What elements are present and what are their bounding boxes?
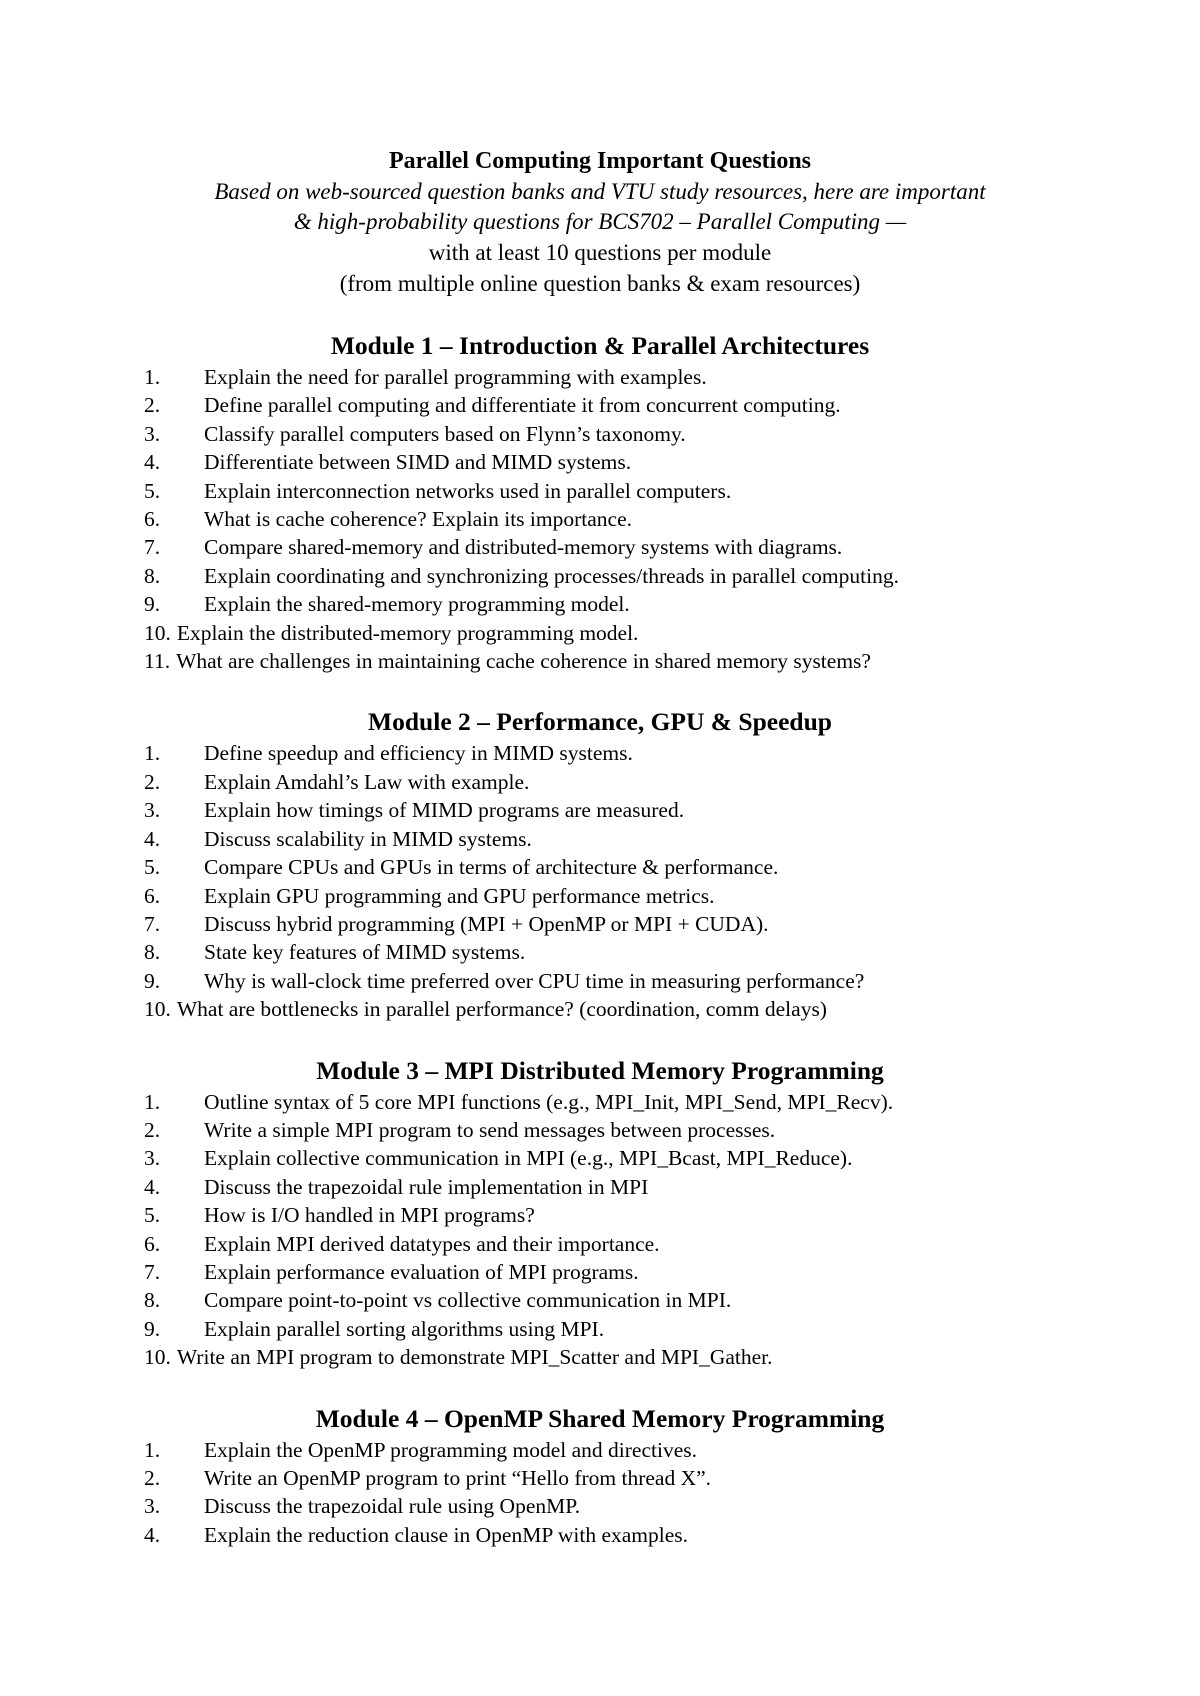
question-text: Explain MPI derived datatypes and their importance. (204, 1231, 660, 1256)
question-number: 3. (144, 1146, 161, 1171)
question-item (144, 796, 1200, 824)
question-text: Explain parallel sorting algorithms using MPI. (204, 1316, 605, 1341)
question-text: Explain how timings of MIMD programs are measured. (204, 798, 685, 823)
question-text: Discuss the trapezoidal rule using OpenMP. (204, 1494, 581, 1519)
question-text: Discuss hybrid programming (MPI + OpenMP or MPI + CUDA). (204, 911, 769, 936)
question-item (144, 910, 1200, 938)
question-item (144, 1315, 1200, 1343)
question-text: State key features of MIMD systems. (204, 940, 526, 965)
question-text: Discuss scalability in MIMD systems. (204, 826, 532, 851)
question-text: Write an OpenMP program to print “Hello from thread X”. (204, 1466, 712, 1490)
question-text: What are bottlenecks in parallel performance? (coordination, comm delays) (176, 997, 827, 1022)
question-item (144, 363, 1200, 391)
question-text: Compare shared-memory and distributed-memory systems with diagrams. (204, 535, 843, 560)
question-number: 4. (144, 1174, 161, 1199)
question-text: Write a simple MPI program to send messages between processes. (204, 1117, 776, 1142)
question-number: 7. (144, 535, 161, 560)
question-item (144, 1286, 1200, 1314)
module-2-question-list (0, 739, 1200, 1023)
question-item (144, 647, 1200, 675)
question-number: 9. (144, 1316, 161, 1341)
module-3-section (0, 1054, 1200, 1372)
question-number: 1. (144, 1437, 161, 1462)
question-item (144, 1144, 1200, 1172)
question-item (144, 853, 1200, 881)
subtitle-line-3: with at least 10 questions per module (428, 240, 772, 265)
question-text: Explain interconnection networks used in parallel computers. (204, 478, 732, 503)
question-number: 5. (144, 478, 161, 503)
question-text: Compare CPUs and GPUs in terms of architecture & performance. (204, 855, 779, 880)
question-item (144, 1230, 1200, 1258)
module-1-question-list (0, 363, 1200, 675)
question-item (144, 562, 1200, 590)
question-item (144, 1116, 1200, 1144)
question-text: Explain the reduction clause in OpenMP with examples. (204, 1522, 689, 1547)
question-item (144, 739, 1200, 767)
question-number: 6. (144, 507, 161, 532)
question-text: Explain the OpenMP programming model and directives. (204, 1437, 697, 1462)
question-item (144, 938, 1200, 966)
question-text: Explain GPU programming and GPU performance metrics. (204, 883, 715, 908)
question-text: Explain performance evaluation of MPI programs. (204, 1259, 639, 1284)
question-item (144, 825, 1200, 853)
question-number: 7. (144, 911, 161, 936)
question-number: 9. (144, 592, 161, 617)
subtitle-line-4: (from multiple online question banks & exam resources) (339, 271, 861, 296)
question-text: Discuss the trapezoidal rule implementation in MPI (204, 1174, 649, 1199)
question-number: 5. (144, 1203, 161, 1228)
question-number: 2. (144, 393, 161, 418)
question-item (144, 1436, 1200, 1464)
question-item (144, 619, 1200, 647)
question-text: How is I/O handled in MPI programs? (204, 1203, 535, 1228)
question-item (144, 1201, 1200, 1229)
module-3-question-list (0, 1088, 1200, 1372)
question-item (144, 1258, 1200, 1286)
question-text: Define speedup and efficiency in MIMD systems. (204, 741, 633, 766)
question-item (144, 448, 1200, 476)
question-number: 6. (144, 1231, 161, 1256)
question-number: 1. (144, 1089, 161, 1114)
question-number: 10. (144, 997, 171, 1022)
question-item (144, 477, 1200, 505)
module-1-section (0, 329, 1200, 675)
question-text: Explain the shared-memory programming model. (204, 592, 630, 617)
question-item (144, 768, 1200, 796)
question-number: 1. (144, 741, 161, 766)
question-number: 3. (144, 798, 161, 823)
question-text: Classify parallel computers based on Flynn’s taxonomy. (204, 421, 686, 446)
question-number: 4. (144, 826, 161, 851)
question-item (144, 590, 1200, 618)
question-item (144, 1088, 1200, 1116)
question-item (144, 882, 1200, 910)
question-number: 9. (144, 968, 161, 993)
question-number: 2. (144, 769, 161, 794)
question-number: 5. (144, 855, 161, 880)
question-text: Why is wall-clock time preferred over CPU time in measuring performance? (204, 968, 865, 993)
module-4-section (0, 1402, 1200, 1550)
question-text: Differentiate between SIMD and MIMD systems. (204, 450, 632, 475)
document-title: Parallel Computing Important Questions (388, 148, 811, 174)
question-number: 8. (144, 940, 161, 965)
question-number: 10. (144, 620, 171, 645)
question-item (144, 1343, 1200, 1371)
question-number: 10. (144, 1345, 171, 1370)
question-text: Explain Amdahl’s Law with example. (204, 769, 530, 794)
question-text: Define parallel computing and differentiate it from concurrent computing. (204, 393, 841, 418)
module-1-heading: Module 1 – Introduction & Parallel Architectures (330, 331, 870, 360)
module-4-heading: Module 4 – OpenMP Shared Memory Programming (315, 1403, 885, 1433)
question-number: 6. (144, 883, 161, 908)
question-number: 8. (144, 1288, 161, 1313)
question-text: Outline syntax of 5 core MPI functions (e.g., MPI_Init, MPI_Send, MPI_Recv). (204, 1089, 894, 1114)
question-text: Explain collective communication in MPI (e.g., MPI_Bcast, MPI_Reduce). (204, 1146, 853, 1171)
module-3-heading: Module 3 – MPI Distributed Memory Programming (316, 1055, 884, 1085)
question-item (144, 995, 1200, 1023)
subtitle-line-2: & high-probability questions for BCS702 – Parallel Computing — (293, 209, 907, 234)
question-text: Explain the distributed-memory programming model. (176, 620, 639, 645)
question-number: 2. (144, 1466, 161, 1490)
question-item (144, 967, 1200, 995)
question-text: Explain the need for parallel programming with examples. (204, 365, 707, 389)
question-number: 3. (144, 421, 161, 446)
question-item (144, 505, 1200, 533)
module-2-section (0, 705, 1200, 1023)
question-item (144, 391, 1200, 419)
subtitle-line-1: Based on web-sourced question banks and VTU study resources, here are important (214, 179, 986, 204)
question-number: 8. (144, 563, 161, 588)
question-text: What are challenges in maintaining cache coherence in shared memory systems? (176, 649, 871, 674)
question-item (144, 1464, 1200, 1492)
question-item (144, 420, 1200, 448)
module-4-question-list (0, 1436, 1200, 1550)
module-2-heading: Module 2 – Performance, GPU & Speedup (368, 707, 832, 737)
question-number: 1. (144, 365, 161, 389)
question-text: Write an MPI program to demonstrate MPI_Scatter and MPI_Gather. (176, 1345, 773, 1370)
question-number: 4. (144, 1522, 161, 1547)
question-item (144, 533, 1200, 561)
question-number: 3. (144, 1494, 161, 1519)
question-text: Explain coordinating and synchronizing processes/threads in parallel computing. (204, 563, 899, 588)
question-item (144, 1492, 1200, 1520)
question-item (144, 1173, 1200, 1201)
question-text: What is cache coherence? Explain its importance. (204, 507, 633, 532)
question-text: Compare point-to-point vs collective communication in MPI. (204, 1288, 732, 1313)
question-number: 2. (144, 1117, 161, 1142)
question-number: 4. (144, 450, 161, 475)
question-item (144, 1521, 1200, 1549)
question-number: 11. (144, 649, 171, 674)
question-number: 7. (144, 1259, 161, 1284)
